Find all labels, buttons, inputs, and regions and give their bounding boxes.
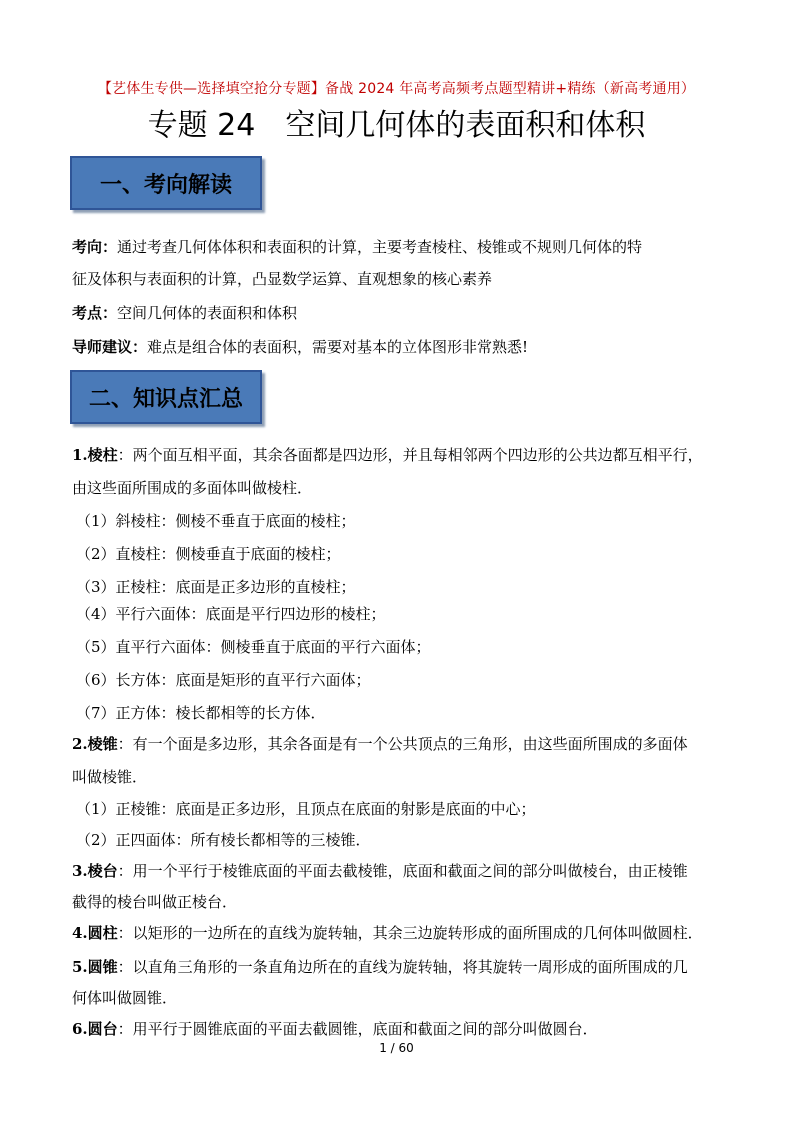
prism-label: 1.棱柱 [72, 446, 118, 464]
cone-text-2: 何体叫做圆锥． [72, 989, 178, 1007]
kaodian-label: 考点： [72, 304, 118, 322]
kaoxiang-line-1 [72, 236, 642, 257]
series-title: 【艺体生专供—选择填空抢分专题】备战 2024 年高考高频考点题型精讲+精练（新高考通用） [97, 81, 696, 97]
frustum-label: 3.棱台 [72, 862, 118, 880]
prism-text-1: ：两个面互相平面，其余各面都是四边形，并且每相邻两个四边形的公共边都互相平行， [117, 446, 703, 464]
frustum-paragraph-line-1 [72, 860, 688, 881]
truncated-cone-label: 6.圆台 [72, 1020, 118, 1038]
pyramid-paragraph-line-1 [72, 733, 688, 754]
cylinder-label: 4.圆柱 [72, 924, 118, 942]
prism-text-2: 由这些面所围成的多面体叫做棱柱． [72, 479, 313, 497]
section-heading-2 [70, 370, 262, 424]
prism-item-2: （2）直棱柱：侧棱垂直于底面的棱柱； [76, 545, 341, 563]
frustum-text-1: ：用一个平行于棱锥底面的平面去截棱锥，底面和截面之间的部分叫做棱台，由正棱锥 [117, 862, 688, 880]
section-heading-1-label: 一、考向解读 [99, 172, 232, 198]
pyramid-text-1: ：有一个面是多边形，其余各面是有一个公共顶点的三角形，由这些面所围成的多面体 [117, 735, 688, 753]
pyramid-item-2: （2）正四面体：所有棱长都相等的三棱锥． [76, 831, 371, 849]
prism-item-6: （6）长方体：底面是矩形的直平行六面体； [76, 671, 371, 689]
kaoxiang-label: 考向： [72, 238, 118, 256]
page-title: 专题 24 空间几何体的表面积和体积 [147, 108, 646, 143]
section-heading-1 [70, 156, 262, 210]
section-heading-2-label: 二、知识点汇总 [88, 386, 243, 412]
pyramid-text-2: 叫做棱锥． [72, 768, 148, 786]
kaoxiang-text-1: 通过考查几何体体积和表面积的计算，主要考查棱柱、棱锥或不规则几何体的特 [117, 238, 643, 256]
prism-item-1: （1）斜棱柱：侧棱不垂直于底面的棱柱； [76, 512, 356, 530]
kaodian-line [72, 302, 297, 323]
advice-line [72, 336, 528, 357]
prism-item-7: （7）正方体：棱长都相等的长方体． [76, 704, 326, 722]
page-number: 1 / 60 [379, 1041, 414, 1055]
kaoxiang-text-2: 征及体积与表面积的计算，凸显数学运算、直观想象的核心素养 [72, 270, 493, 288]
prism-paragraph-line-1 [72, 444, 703, 465]
prism-item-5: （5）直平行六面体：侧棱垂直于底面的平行六面体； [76, 638, 431, 656]
advice-label: 导师建议： [72, 338, 148, 356]
cone-paragraph-line-1 [72, 956, 688, 977]
pyramid-label: 2.棱锥 [72, 735, 118, 753]
cone-label: 5.圆锥 [72, 958, 118, 976]
truncated-cone-text: ：用平行于圆锥底面的平面去截圆锥，底面和截面之间的部分叫做圆台． [117, 1020, 598, 1038]
prism-item-4: （4）平行六面体：底面是平行四边形的棱柱； [76, 605, 386, 623]
cone-text-1: ：以直角三角形的一条直角边所在的直线为旋转轴，将其旋转一周形成的面所围成的几 [117, 958, 688, 976]
advice-text: 难点是组合体的表面积，需要对基本的立体图形非常熟悉! [147, 338, 529, 356]
pyramid-item-1: （1）正棱锥：底面是正多边形，且顶点在底面的射影是底面的中心； [76, 800, 536, 818]
cylinder-text: ：以矩形的一边所在的直线为旋转轴，其余三边旋转形成的面所围成的几何体叫做圆柱． [117, 924, 703, 942]
frustum-text-2: 截得的棱台叫做正棱台． [72, 893, 238, 911]
cylinder-paragraph [72, 922, 703, 943]
kaodian-text: 空间几何体的表面积和体积 [117, 304, 298, 322]
truncated-cone-paragraph [72, 1018, 598, 1039]
prism-item-3: （3）正棱柱：底面是正多边形的直棱柱； [76, 578, 356, 596]
